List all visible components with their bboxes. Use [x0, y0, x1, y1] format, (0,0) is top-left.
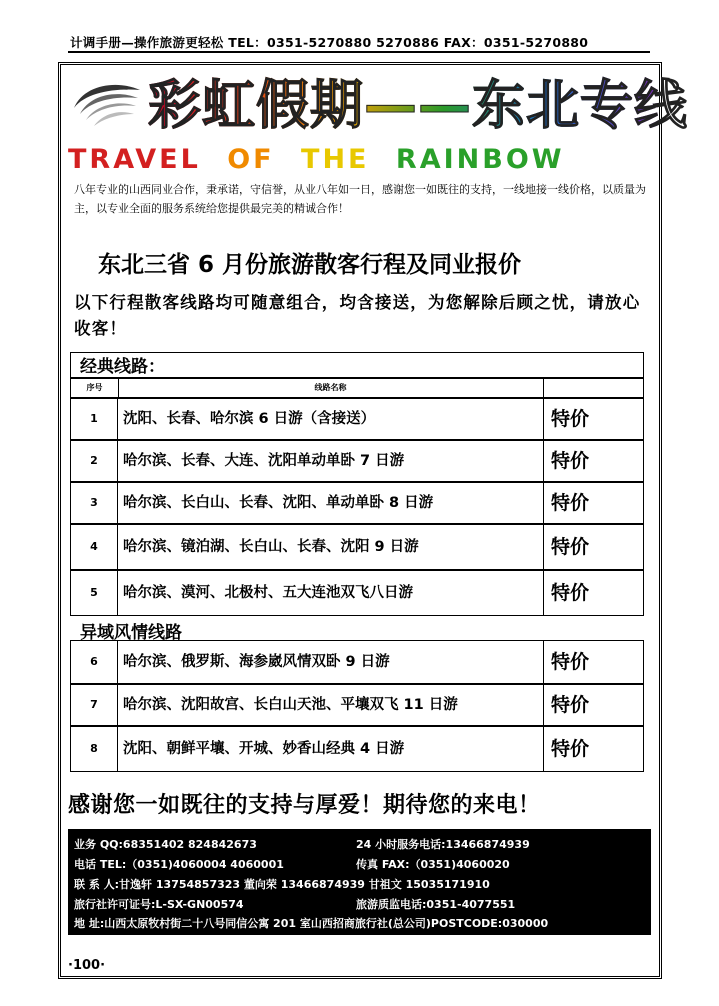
route-price: 特价	[551, 408, 590, 430]
section-exotic-label: 异域风情线路	[80, 623, 182, 643]
thanks-message: 感谢您一如既往的支持与厚爱！期待您的来电！	[68, 792, 541, 818]
route-number: 1	[71, 399, 118, 439]
table-header	[70, 378, 644, 398]
contact-qq: 业务 QQ:68351402 824842673	[74, 838, 257, 851]
contact-address: 地 址:山西太原牧村街二十八号同信公寓 201 室山西招商旅行社(总公司)POSTCODE:030000	[74, 917, 549, 930]
route-name: 哈尔滨、漠河、北极村、五大连池双飞八日游	[123, 585, 413, 601]
contact-license: 旅行社许可证号:L-SX-GN00574	[74, 898, 244, 911]
section-classic-box	[70, 352, 644, 378]
subheadline: 以下行程散客线路均可随意组合，均含接送，为您解除后顾之忧，请放心收客！	[74, 293, 641, 338]
subtitle-word: OF	[227, 144, 275, 175]
route-price: 特价	[551, 651, 590, 673]
table-row	[70, 524, 644, 570]
route-name: 哈尔滨、镜泊湖、长白山、长春、沈阳 9 日游	[123, 539, 419, 555]
route-price: 特价	[551, 450, 590, 472]
route-name: 哈尔滨、长春、大连、沈阳单动单卧 7 日游	[123, 453, 405, 469]
route-price: 特价	[551, 738, 590, 760]
subtitle-word: THE	[301, 144, 370, 175]
col-header-no: 序号	[71, 379, 119, 397]
column-divider	[543, 525, 544, 569]
intro-paragraph: 八年专业的山西同业合作，秉承诺，守信誉，从业八年如一日，感谢您一如既往的支持，一线地接一线价格，以质量为主，以专业全面的服务系统给您提供最完美的精诚合作！	[74, 183, 646, 215]
swoosh-logo-icon	[66, 76, 144, 136]
route-number: 8	[71, 727, 118, 771]
column-divider	[543, 685, 544, 725]
contact-box	[68, 829, 651, 935]
route-number: 7	[71, 685, 118, 725]
table-row	[70, 398, 644, 440]
route-number: 3	[71, 483, 118, 523]
table-row	[70, 684, 644, 726]
table-row	[70, 570, 644, 616]
route-name: 沈阳、长春、哈尔滨 6 日游（含接送）	[123, 411, 376, 427]
route-number: 5	[71, 571, 118, 615]
page-number: ·100·	[68, 958, 106, 973]
route-name: 沈阳、朝鲜平壤、开城、妙香山经典 4 日游	[123, 741, 405, 757]
contact-tel: 电话 TEL:（0351)4060004 4060001	[74, 858, 284, 871]
contact-fax: 传真 FAX:（0351)4060020	[356, 858, 510, 871]
column-divider	[543, 727, 544, 771]
contact-people: 联 系 人:甘逸轩 13754857323 董向荣 13466874939 甘祖文 15035171910	[74, 878, 490, 891]
col-header-name: 线路名称	[118, 379, 544, 397]
section-exotic-box	[70, 616, 644, 640]
route-number: 4	[71, 525, 118, 569]
route-price: 特价	[551, 694, 590, 716]
table-row	[70, 726, 644, 772]
header-rule	[68, 51, 650, 53]
column-divider	[543, 571, 544, 615]
subtitle-word: TRAVEL	[68, 144, 201, 175]
route-price: 特价	[551, 582, 590, 604]
route-name: 哈尔滨、俄罗斯、海参崴风情双卧 9 日游	[123, 654, 390, 670]
table-row	[70, 440, 644, 482]
table-row	[70, 482, 644, 524]
column-divider	[543, 399, 544, 439]
headline: 东北三省 6 月份旅游散客行程及同业报价	[98, 252, 522, 278]
route-name: 哈尔滨、长白山、长春、沈阳、单动单卧 8 日游	[123, 495, 434, 511]
route-number: 6	[71, 641, 118, 683]
page-title: 彩虹假期——东北专线	[148, 70, 658, 142]
route-number: 2	[71, 441, 118, 481]
column-divider	[543, 641, 544, 683]
route-price: 特价	[551, 536, 590, 558]
column-divider	[543, 441, 544, 481]
subtitle-word: RAINBOW	[395, 144, 565, 175]
table-row	[70, 640, 644, 684]
contact-supervision: 旅游质监电话:0351-4077551	[356, 898, 516, 911]
contact-hotline: 24 小时服务电话:13466874939	[356, 838, 530, 851]
page-header: 计调手册—操作旅游更轻松 TEL：0351-5270880 5270886 FAX：0351-5270880	[70, 35, 589, 50]
column-divider	[543, 483, 544, 523]
rainbow-subtitle	[68, 144, 650, 176]
section-classic-label: 经典线路：	[80, 357, 165, 377]
route-price: 特价	[551, 492, 590, 514]
route-name: 哈尔滨、沈阳故宫、长白山天池、平壤双飞 11 日游	[123, 697, 458, 713]
